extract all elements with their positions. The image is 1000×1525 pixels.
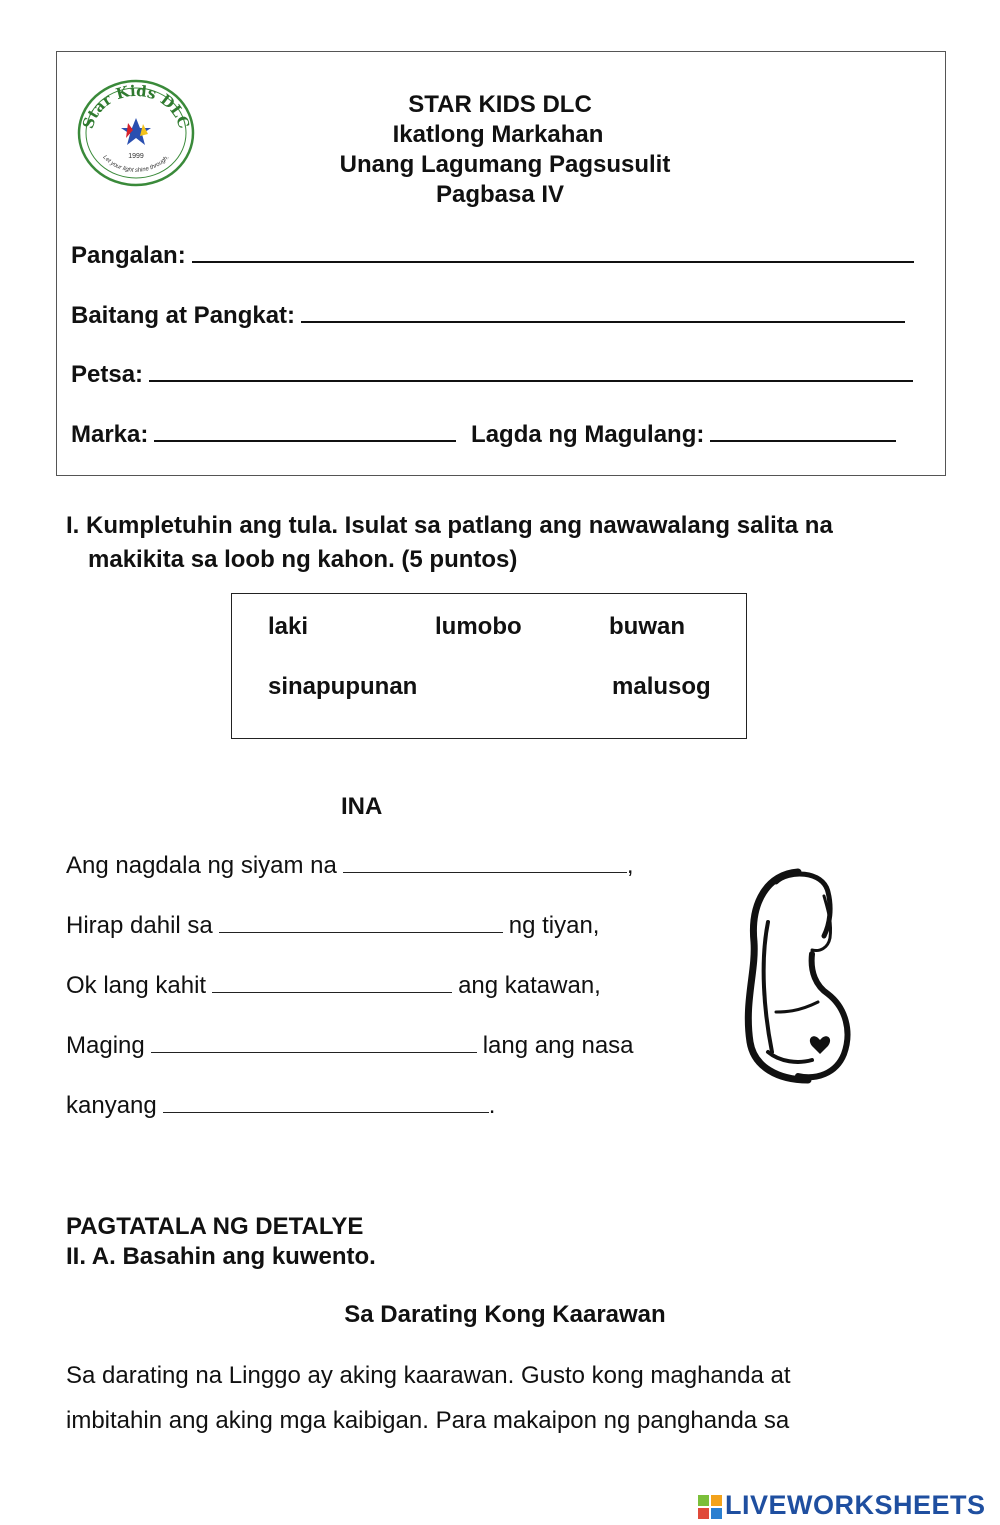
answer-blank[interactable] xyxy=(151,1032,477,1053)
name-blank[interactable] xyxy=(192,241,914,263)
story-line: Sa darating na Linggo ay aking kaarawan. Gusto kong maghanda at xyxy=(66,1362,791,1389)
subject-title: Pagbasa IV xyxy=(435,181,565,208)
story-title: Sa Darating Kong Kaarawan xyxy=(344,1301,666,1328)
grade-blank[interactable] xyxy=(301,301,905,323)
grade-label: Baitang at Pangkat: xyxy=(71,302,296,329)
date-field xyxy=(71,360,913,389)
exam-title: Unang Lagumang Pagsusulit xyxy=(339,151,671,178)
part1-instruction: I. Kumpletuhin ang tula. Isulat sa patlang ang nawawalang salita na makikita sa loob ng kahon. (5 puntos) xyxy=(66,512,833,573)
poem-line: Ang nagdala ng siyam na , xyxy=(66,852,634,879)
word-bank-item: lumobo xyxy=(435,613,522,640)
answer-blank[interactable] xyxy=(163,1092,489,1113)
name-label: Pangalan: xyxy=(71,242,186,269)
answer-blank[interactable] xyxy=(212,972,452,993)
date-label: Petsa: xyxy=(71,361,144,388)
grade-field xyxy=(71,301,905,330)
poem-title: INA xyxy=(341,793,383,820)
pregnant-mother-icon xyxy=(728,862,858,1092)
quarter-title: Ikatlong Markahan xyxy=(392,121,604,148)
story-line: imbitahin ang aking mga kaibigan. Para makaipon ng panghanda sa xyxy=(66,1407,790,1434)
answer-blank[interactable] xyxy=(219,912,503,933)
school-name: STAR KIDS DLC xyxy=(408,91,592,118)
word-bank-item: laki xyxy=(268,613,309,640)
liveworksheets-mark-icon xyxy=(697,1494,723,1520)
answer-blank[interactable] xyxy=(343,852,627,873)
signature-label: Lagda ng Magulang: xyxy=(471,421,705,448)
date-blank[interactable] xyxy=(149,360,913,382)
liveworksheets-logo xyxy=(697,1490,997,1522)
score-blank[interactable] xyxy=(154,420,456,442)
svg-text:Let your light shine through.: Let your light shine through. xyxy=(101,154,171,174)
poem-line: kanyang . xyxy=(66,1092,496,1119)
name-field xyxy=(71,241,914,270)
signature-blank[interactable] xyxy=(710,420,896,442)
section2-heading: PAGTATALA NG DETALYE II. A. Basahin ang kuwento. xyxy=(66,1213,376,1270)
poem-line: Ok lang kahit ang katawan, xyxy=(66,972,601,999)
score-field xyxy=(71,420,896,449)
poem-line: Maging lang ang nasa xyxy=(66,1032,634,1059)
liveworksheets-brand: LIVEWORKSHEETS xyxy=(725,1490,986,1520)
word-bank-item: sinapupunan xyxy=(268,673,418,700)
score-label: Marka: xyxy=(71,421,149,448)
word-bank-item: buwan xyxy=(609,613,685,640)
poem-line: Hirap dahil sa ng tiyan, xyxy=(66,912,600,939)
word-bank-item: malusog xyxy=(612,673,711,700)
svg-text:Star Kids DLC: Star Kids DLC xyxy=(78,81,194,131)
svg-text:1999: 1999 xyxy=(128,153,144,160)
